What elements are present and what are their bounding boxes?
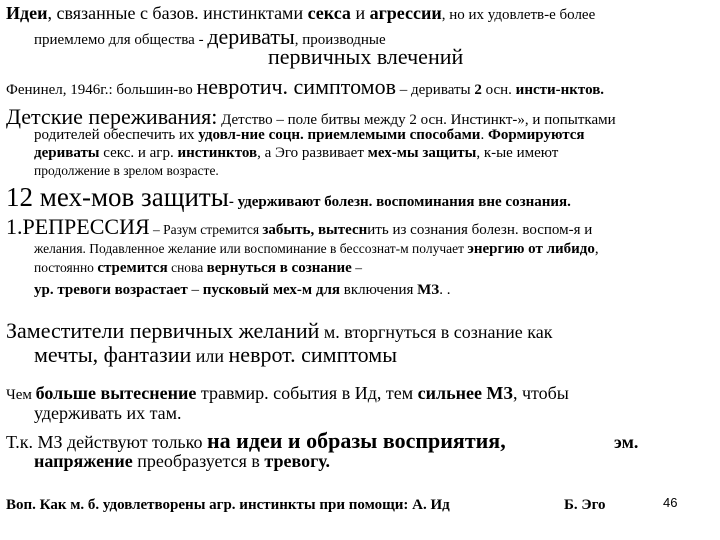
text-segment: Детство – поле битвы между 2 осн. Инстинкт- — [217, 112, 518, 128]
text-segment: невротич. симптомов — [196, 74, 396, 99]
text-segment: », и попытками — [517, 112, 616, 128]
text-line — [6, 216, 592, 238]
text-segment: , к-ые имеют — [476, 145, 559, 161]
text-segment: эм. — [614, 432, 639, 452]
text-segment: осн. — [481, 82, 516, 98]
text-segment: преобразуется в — [132, 451, 265, 471]
text-segment: вернуться в сознание — [206, 260, 352, 276]
text-segment: – — [187, 282, 203, 298]
text-line — [6, 428, 639, 453]
text-segment: инстинктов — [177, 145, 258, 161]
page-number: 46 — [663, 495, 678, 510]
text-segment: Идеи — [6, 3, 48, 23]
text-segment: Заместители первичных желаний — [6, 318, 320, 343]
text-segment: постоянно — [34, 260, 98, 275]
text-line — [34, 404, 182, 422]
text-segment: энергию от либидо — [467, 241, 595, 257]
text-segment: – — [351, 260, 362, 275]
text-line — [34, 128, 585, 143]
text-segment: – дериваты — [396, 82, 475, 98]
text-segment: продолжение в зрелом возрасте. — [34, 163, 219, 178]
text-line — [6, 4, 595, 23]
text-segment: забыть, вытесн — [262, 222, 368, 238]
text-segment: инсти-нктов. — [515, 82, 605, 98]
text-segment: больше вытеснение — [35, 383, 197, 403]
text-line — [34, 261, 362, 276]
text-segment: дериваты — [207, 24, 295, 49]
text-segment: Чем — [6, 387, 36, 403]
text-segment: . — [480, 127, 488, 143]
text-segment: Фенинел, 1946г.: большин-во — [6, 82, 197, 98]
text-segment: первичных влечений — [268, 44, 464, 69]
text-segment: 1.РЕПРЕССИЯ — [6, 214, 150, 239]
text-line — [6, 184, 571, 211]
text-segment: стремится — [97, 260, 168, 276]
text-segment: пусковый мех-м — [202, 282, 313, 298]
text-segment: 2 — [474, 82, 482, 98]
text-segment: секс. и агр. — [99, 145, 178, 161]
text-segment: – Разум стремится — [149, 222, 263, 237]
text-segment: ур. тревоги возрастает — [34, 282, 188, 298]
text-line — [34, 344, 397, 366]
text-segment: включения — [339, 282, 418, 298]
text-line — [34, 146, 558, 161]
text-segment: и — [350, 3, 370, 23]
text-line — [6, 320, 553, 342]
text-line — [34, 242, 599, 257]
text-segment: секса — [307, 3, 351, 23]
text-segment: ить из сознания болезн. воспом-я и — [367, 222, 593, 238]
text-segment: на идеи и образы восприятия, — [206, 428, 506, 453]
text-segment: мечты, фантазии — [34, 342, 192, 367]
text-segment: , а Эго развивает — [257, 145, 368, 161]
text-segment: Б. Эго — [564, 497, 606, 513]
text-segment: , производные — [294, 32, 386, 48]
text-segment: мех-мы защиты — [367, 145, 477, 161]
text-line — [34, 452, 330, 470]
text-segment: или — [191, 346, 229, 366]
text-segment: Детские переживания: — [6, 104, 218, 129]
text-segment: м. вторгнуться в сознание как — [319, 322, 553, 342]
text-segment: , но их удовлетв-е более — [441, 7, 596, 23]
text-segment: приемлемо для общества - — [34, 32, 208, 48]
text-line — [268, 46, 463, 68]
text-line — [6, 76, 604, 98]
text-segment: напряжение — [34, 451, 133, 471]
text-segment: для — [315, 282, 340, 298]
text-line — [34, 164, 219, 178]
text-segment: агрессии — [369, 3, 442, 23]
text-segment: неврот. симптомы — [228, 342, 397, 367]
text-line — [6, 497, 606, 513]
text-segment: 12 мех-мов защиты — [6, 182, 229, 212]
text-segment: - удерживают болезн. воспоминания вне сознания. — [228, 194, 571, 210]
text-segment: , связанные с базов. инстинктами — [47, 3, 308, 23]
text-segment: Т.к. МЗ действуют только — [6, 432, 207, 452]
text-line — [34, 283, 450, 298]
text-line — [6, 106, 616, 128]
text-segment: удерживать их там. — [34, 403, 182, 423]
text-segment: дериваты — [34, 145, 100, 161]
text-segment: тревогу. — [264, 451, 330, 471]
text-segment: травмир. события в Ид, тем — [196, 383, 418, 403]
text-segment: родителей обеспечить их — [34, 127, 199, 143]
text-segment: снова — [167, 260, 207, 275]
text-segment: сильнее МЗ — [417, 383, 513, 403]
text-segment: , — [594, 241, 599, 257]
text-segment: Воп. Как м. б. удовлетворены агр. инстинкты при помощи: А. Ид — [6, 497, 450, 513]
text-segment: . . — [439, 282, 451, 298]
text-line — [6, 384, 569, 403]
text-segment: Формируются — [487, 127, 585, 143]
text-segment: МЗ — [417, 282, 440, 298]
text-segment: удовл-ние соцн. приемлемыми способами — [198, 127, 481, 143]
text-segment: , чтобы — [512, 383, 569, 403]
text-segment: желания. Подавленное желание или воспоминание в бессознат-м получает — [34, 241, 468, 256]
